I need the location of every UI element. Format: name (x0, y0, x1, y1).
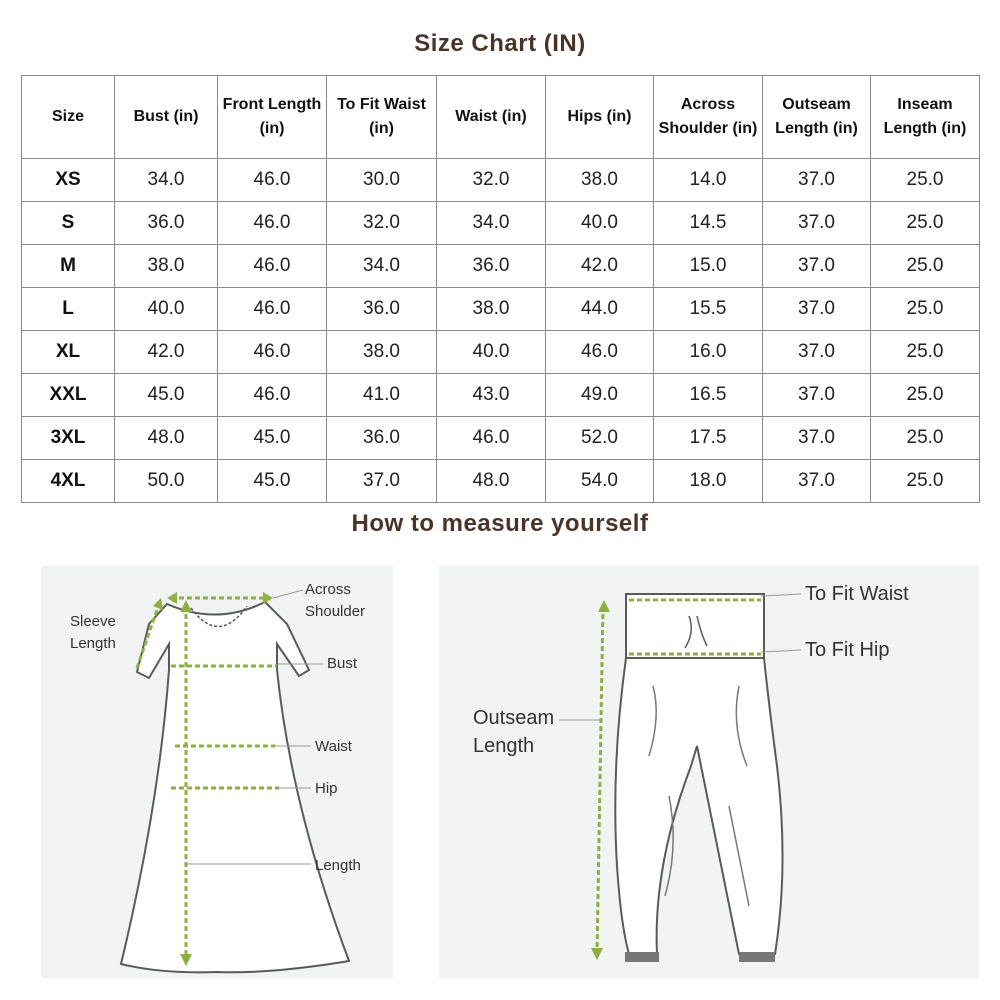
cell-outseam-length: 37.0 (763, 374, 871, 417)
cell-inseam-length: 25.0 (871, 202, 980, 245)
waistband (626, 594, 764, 658)
cell-inseam-length: 25.0 (871, 331, 980, 374)
cell-outseam-length: 37.0 (763, 202, 871, 245)
cell-outseam-length: 37.0 (763, 460, 871, 503)
cell-bust: 50.0 (115, 460, 218, 503)
cell-inseam-length: 25.0 (871, 245, 980, 288)
cuff-right (739, 952, 775, 962)
cell-outseam-length: 37.0 (763, 331, 871, 374)
cell-waist: 43.0 (437, 374, 546, 417)
header-bust: Bust (in) (115, 76, 218, 159)
cell-front-length: 46.0 (218, 202, 327, 245)
dress-diagram (41, 566, 393, 978)
cell-inseam-length: 25.0 (871, 460, 980, 503)
header-across-shoulder: Across Shoulder (in) (654, 76, 763, 159)
header-hips: Hips (in) (546, 76, 654, 159)
cell-across-shoulder: 17.5 (654, 417, 763, 460)
cell-front-length: 45.0 (218, 460, 327, 503)
label-hip: Hip (315, 780, 338, 797)
cell-front-length: 46.0 (218, 159, 327, 202)
cell-waist: 40.0 (437, 331, 546, 374)
cell-across-shoulder: 18.0 (654, 460, 763, 503)
outseam-line (597, 606, 603, 954)
cell-to-fit-waist: 36.0 (327, 288, 437, 331)
cell-bust: 38.0 (115, 245, 218, 288)
header-outseam-length: Outseam Length (in) (763, 76, 871, 159)
cell-waist: 36.0 (437, 245, 546, 288)
table-row (22, 288, 980, 331)
hip-leader-pants (761, 650, 801, 652)
cell-hips: 42.0 (546, 245, 654, 288)
cell-to-fit-waist: 30.0 (327, 159, 437, 202)
cell-inseam-length: 25.0 (871, 159, 980, 202)
cell-front-length: 46.0 (218, 288, 327, 331)
cell-size: 4XL (22, 460, 115, 503)
cell-hips: 52.0 (546, 417, 654, 460)
cell-across-shoulder: 16.0 (654, 331, 763, 374)
cell-to-fit-waist: 36.0 (327, 417, 437, 460)
cell-outseam-length: 37.0 (763, 159, 871, 202)
table-row (22, 460, 980, 503)
cell-bust: 48.0 (115, 417, 218, 460)
cell-waist: 34.0 (437, 202, 546, 245)
table-row (22, 245, 980, 288)
label-length: Length (315, 857, 361, 874)
label-sleeve-1: Sleeve (70, 613, 116, 630)
pants-diagram (439, 566, 979, 978)
cell-across-shoulder: 14.5 (654, 202, 763, 245)
header-size: Size (22, 76, 115, 159)
header-waist: Waist (in) (437, 76, 546, 159)
label-sleeve-2: Length (70, 635, 116, 652)
size-chart-table (21, 75, 980, 503)
cell-size: L (22, 288, 115, 331)
label-across-1: Across (305, 581, 351, 598)
cell-to-fit-waist: 32.0 (327, 202, 437, 245)
cell-hips: 46.0 (546, 331, 654, 374)
header-to-fit-waist: To Fit Waist (in) (327, 76, 437, 159)
cell-across-shoulder: 15.0 (654, 245, 763, 288)
label-waist: Waist (315, 738, 352, 755)
cell-bust: 36.0 (115, 202, 218, 245)
label-outseam-2: Length (473, 735, 535, 757)
cell-bust: 45.0 (115, 374, 218, 417)
table-row (22, 417, 980, 460)
cell-inseam-length: 25.0 (871, 288, 980, 331)
cell-outseam-length: 37.0 (763, 245, 871, 288)
cell-size: XS (22, 159, 115, 202)
cell-front-length: 46.0 (218, 331, 327, 374)
cell-waist: 46.0 (437, 417, 546, 460)
cell-hips: 44.0 (546, 288, 654, 331)
cell-waist: 48.0 (437, 460, 546, 503)
table-row (22, 202, 980, 245)
cell-inseam-length: 25.0 (871, 374, 980, 417)
shoulder-arrow-left (167, 592, 177, 604)
cell-front-length: 46.0 (218, 374, 327, 417)
label-across-2: Shoulder (305, 603, 366, 620)
cell-to-fit-waist: 37.0 (327, 460, 437, 503)
cell-across-shoulder: 16.5 (654, 374, 763, 417)
length-arrow-top (180, 600, 192, 612)
shoulder-leader (273, 590, 303, 598)
cell-size: S (22, 202, 115, 245)
outseam-arrow-top (598, 600, 610, 612)
table-row (22, 159, 980, 202)
table-row (22, 374, 980, 417)
header-front-length: Front Length (in) (218, 76, 327, 159)
cell-bust: 42.0 (115, 331, 218, 374)
table-body (22, 159, 980, 503)
pants-body (615, 658, 782, 954)
page-title: Size Chart (IN) (414, 30, 586, 57)
sleeve-arrow-top (153, 598, 163, 610)
label-to-fit-hip: To Fit Hip (805, 639, 890, 661)
cell-inseam-length: 25.0 (871, 417, 980, 460)
cell-hips: 40.0 (546, 202, 654, 245)
table-row (22, 331, 980, 374)
cell-size: M (22, 245, 115, 288)
cell-to-fit-waist: 34.0 (327, 245, 437, 288)
cell-outseam-length: 37.0 (763, 417, 871, 460)
cell-size: XXL (22, 374, 115, 417)
cell-hips: 38.0 (546, 159, 654, 202)
label-to-fit-waist: To Fit Waist (805, 583, 909, 605)
cell-front-length: 46.0 (218, 245, 327, 288)
header-inseam-length: Inseam Length (in) (871, 76, 980, 159)
cell-bust: 40.0 (115, 288, 218, 331)
outseam-arrow-bottom (591, 948, 603, 960)
measure-heading: How to measure yourself (351, 510, 649, 537)
cell-front-length: 45.0 (218, 417, 327, 460)
waist-leader-pants (761, 594, 801, 596)
cell-waist: 38.0 (437, 288, 546, 331)
cell-bust: 34.0 (115, 159, 218, 202)
cell-across-shoulder: 14.0 (654, 159, 763, 202)
label-outseam-1: Outseam (473, 707, 555, 729)
cell-outseam-length: 37.0 (763, 288, 871, 331)
cuff-left (625, 952, 659, 962)
cell-size: 3XL (22, 417, 115, 460)
cell-hips: 49.0 (546, 374, 654, 417)
shoulder-arrow-right (263, 592, 273, 604)
table-header-row (22, 76, 980, 159)
cell-across-shoulder: 15.5 (654, 288, 763, 331)
cell-to-fit-waist: 41.0 (327, 374, 437, 417)
cell-waist: 32.0 (437, 159, 546, 202)
cell-to-fit-waist: 38.0 (327, 331, 437, 374)
label-bust: Bust (327, 655, 358, 672)
cell-hips: 54.0 (546, 460, 654, 503)
cell-size: XL (22, 331, 115, 374)
